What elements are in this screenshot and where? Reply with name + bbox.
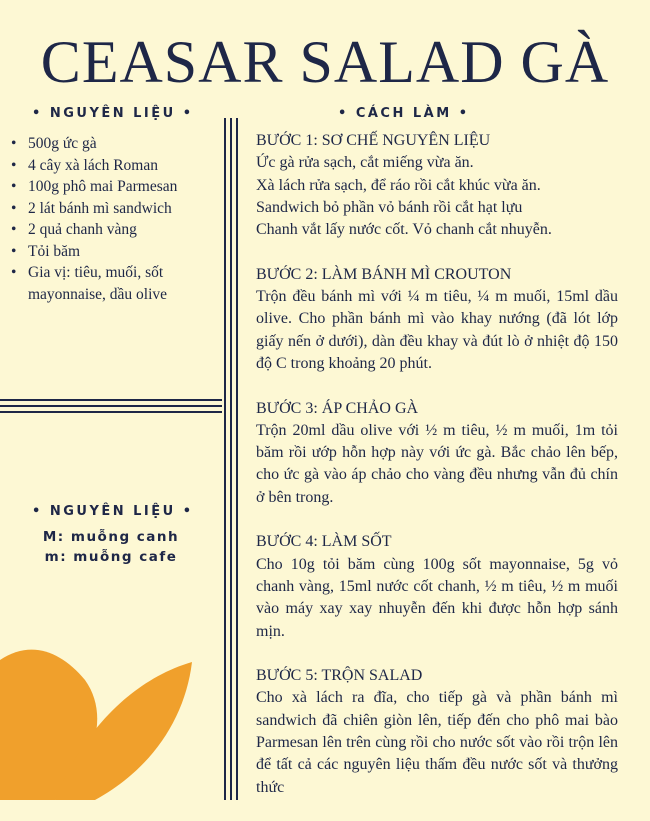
abbrev-line-teaspoon: m: muỗng cafe [44, 549, 178, 565]
ingredient-item: • Gia vị: tiêu, muối, sốt mayonnaise, dầu olive [28, 262, 222, 305]
ingredient-item: • 4 cây xà lách Roman [28, 155, 222, 177]
abbrev-heading: • NGUYÊN LIỆU • [32, 504, 194, 519]
step-text: Trộn đều bánh mì với ¼ m tiêu, ¼ m muối, 15ml dầu olive. Cho phần bánh mì vào khay nướng (đã lót lớp giấy nến ở dưới), dàn đều khay và đút lò ở nhiệt độ 150 độ C trong khoảng 20 phút. [256, 288, 618, 372]
step-text: Xà lách rửa sạch, để ráo rồi cắt khúc vừa ăn. [256, 176, 541, 194]
ingredient-item: • 2 lát bánh mì sandwich [28, 198, 222, 220]
step-text: Trộn 20ml dầu olive với ½ m tiêu, ½ m muối, 1m tỏi băm rồi ướp hỗn hợp này với ức gà. Bắc chảo lên bếp, cho ức gà vào áp chảo cho vàng đều nhưng vẫn đủ chín ở bên trong. [256, 421, 618, 506]
leaf-decoration-icon [0, 640, 200, 800]
step-title: BƯỚC 2: LÀM BÁNH MÌ CROUTON [256, 265, 512, 283]
ingredient-item: • 2 quả chanh vàng [28, 219, 222, 241]
step-1 [256, 130, 618, 241]
ingredients-list [0, 133, 222, 305]
step-text: Sandwich bỏ phần vỏ bánh rồi cắt hạt lựu [256, 198, 523, 216]
horizontal-divider [0, 397, 222, 413]
step-3 [256, 398, 618, 509]
ingredients-heading: • NGUYÊN LIỆU • [32, 106, 194, 121]
ingredient-item: • 100g phô mai Parmesan [28, 176, 222, 198]
step-title: BƯỚC 1: SƠ CHẾ NGUYÊN LIỆU [256, 132, 491, 149]
method-steps [256, 130, 618, 821]
step-text: Cho 10g tỏi băm cùng 100g sốt mayonnaise, 5g vỏ chanh vàng, 15ml nước cốt chanh, ½ m tiêu, ½ m muối vào máy xay xay nhuyễn đến khi được hỗn hợp sánh mịn. [256, 555, 618, 640]
step-text: Cho xà lách ra đĩa, cho tiếp gà và phần bánh mì sandwich đã chiên giòn lên, tiếp đến cho phô mai bào Parmesan lên trên cùng rồi cho nước sốt vào rồi trộn lên để tất cả các nguyên liệu thấm đều nước sốt và thưởng thức [256, 689, 618, 796]
step-2 [256, 264, 618, 375]
method-heading: • CÁCH LÀM • [338, 106, 470, 121]
recipe-title: CEASAR SALAD GÀ [40, 29, 610, 95]
abbrev-note [0, 527, 222, 567]
ingredient-item: • Tỏi băm [28, 241, 222, 263]
step-text: Ức gà rửa sạch, cắt miếng vừa ăn. [256, 154, 474, 172]
step-4 [256, 531, 618, 642]
vertical-divider [222, 118, 238, 800]
step-title: BƯỚC 3: ÁP CHẢO GÀ [256, 399, 419, 417]
abbrev-line-tablespoon: M: muỗng canh [42, 529, 180, 545]
step-title: BƯỚC 4: LÀM SỐT [256, 533, 392, 551]
step-text: Chanh vắt lấy nước cốt. Vỏ chanh cắt nhuyễn. [256, 221, 552, 239]
ingredient-item: • 500g ức gà [28, 133, 222, 155]
step-5 [256, 665, 618, 799]
step-title: BƯỚC 5: TRỘN SALAD [256, 667, 423, 685]
